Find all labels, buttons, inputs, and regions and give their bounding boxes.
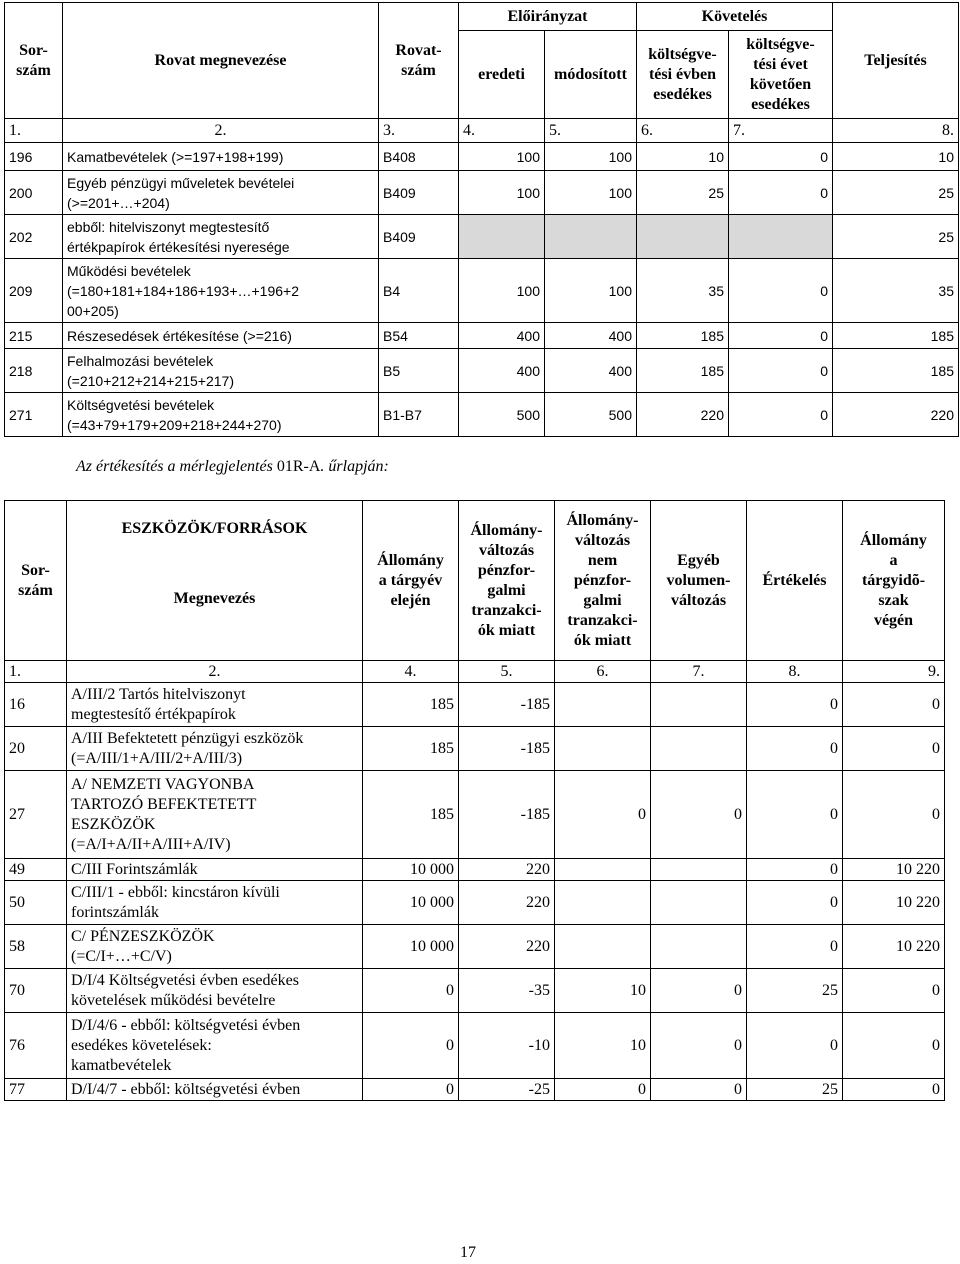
row-name: Felhalmozási bevételek (=210+212+214+215+217): [63, 349, 379, 393]
empty-cell: [545, 215, 637, 259]
value-egyeb: [651, 859, 747, 881]
empty-cell: [459, 215, 545, 259]
header-sorszam: Sor- szám: [5, 501, 67, 661]
row-name: Egyéb pénzügyi műveletek bevételei (>=201+…+204): [63, 171, 379, 215]
value-allomany-elejen: 0: [363, 1013, 459, 1079]
value-eredeti: 100: [459, 143, 545, 171]
value-allomany-elejen: 0: [363, 1079, 459, 1101]
value-eredeti: 400: [459, 323, 545, 349]
value-penzforgalmi: 220: [459, 925, 555, 969]
header-kolts-evet: költségve- tési évet követően esedékes: [729, 31, 833, 119]
value-teljesites: 220: [833, 393, 959, 437]
column-number-row: [5, 661, 945, 683]
value-nem-penzforgalmi: 10: [555, 969, 651, 1013]
value-nem-penzforgalmi: [555, 881, 651, 925]
table-row: [5, 1013, 945, 1079]
row-number: 202: [5, 215, 63, 259]
row-name: D/I/4/6 - ebből: költségvetési évben esedékes követelések: kamatbevételek: [67, 1013, 363, 1079]
header-eredeti: eredeti: [459, 31, 545, 119]
value-penzforgalmi: -185: [459, 771, 555, 859]
table-row: [5, 1079, 945, 1101]
row-number: 76: [5, 1013, 67, 1079]
value-egyeb: [651, 925, 747, 969]
row-number: 200: [5, 171, 63, 215]
header-megnevezes-cell: [67, 501, 363, 661]
row-code: B1-B7: [379, 393, 459, 437]
value-eredeti: 500: [459, 393, 545, 437]
value-nem-penzforgalmi: 0: [555, 1079, 651, 1101]
value-kolts-evet: 0: [729, 143, 833, 171]
value-kolts-evet: 0: [729, 349, 833, 393]
row-name: A/ NEMZETI VAGYONBA TARTOZÓ BEFEKTETETT ESZKÖZÖK (=A/I+A/II+A/III+A/IV): [67, 771, 363, 859]
value-allomany-elejen: 185: [363, 727, 459, 771]
row-code: B4: [379, 259, 459, 323]
value-allomany-vegen: 0: [843, 771, 945, 859]
table-row: [5, 393, 959, 437]
header-penzforgalmi: Állomány- változás pénzfor- galmi tranzakci- ók miatt: [459, 501, 555, 661]
colnum: 1.: [5, 661, 67, 683]
value-kolts-evben: 10: [637, 143, 729, 171]
header-allomany-elejen: Állomány a tárgyév elején: [363, 501, 459, 661]
value-penzforgalmi: -10: [459, 1013, 555, 1079]
header-rovat-megnevezese: Rovat megnevezése: [63, 3, 379, 119]
value-penzforgalmi: -25: [459, 1079, 555, 1101]
row-number: 218: [5, 349, 63, 393]
row-number: 271: [5, 393, 63, 437]
table-row: [5, 143, 959, 171]
value-allomany-vegen: 0: [843, 683, 945, 727]
value-allomany-vegen: 10 220: [843, 859, 945, 881]
row-code: B54: [379, 323, 459, 349]
row-number: 209: [5, 259, 63, 323]
value-ertekeles: 0: [747, 925, 843, 969]
row-name: C/ PÉNZESZKÖZÖK (=C/I+…+C/V): [67, 925, 363, 969]
row-number: 196: [5, 143, 63, 171]
row-number: 77: [5, 1079, 67, 1101]
row-name: Kamatbevételek (>=197+198+199): [63, 143, 379, 171]
asset-table: [4, 500, 945, 1101]
colnum: 9.: [843, 661, 945, 683]
header-megnevezes: Megnevezés: [173, 590, 256, 607]
row-code: B5: [379, 349, 459, 393]
value-allomany-elejen: 10 000: [363, 859, 459, 881]
note-code: 01R-A: [276, 458, 321, 475]
value-modositott: 400: [545, 349, 637, 393]
header-nem-penzforgalmi: Állomány- változás nem pénzfor- galmi tranzakci- ók miatt: [555, 501, 651, 661]
header-modositott: módosított: [545, 31, 637, 119]
value-allomany-elejen: 0: [363, 969, 459, 1013]
colnum: 8.: [747, 661, 843, 683]
value-kolts-evben: 185: [637, 323, 729, 349]
value-kolts-evet: 0: [729, 259, 833, 323]
note-text: [76, 458, 389, 476]
value-ertekeles: 0: [747, 859, 843, 881]
row-name: C/III/1 - ebből: kincstáron kívüli forintszámlák: [67, 881, 363, 925]
row-number: 70: [5, 969, 67, 1013]
header-rovatszam: Rovat- szám: [379, 3, 459, 119]
value-nem-penzforgalmi: [555, 727, 651, 771]
value-allomany-elejen: 10 000: [363, 925, 459, 969]
row-name: C/III Forintszámlák: [67, 859, 363, 881]
colnum: 7.: [651, 661, 747, 683]
row-number: 215: [5, 323, 63, 349]
value-modositott: 100: [545, 143, 637, 171]
value-modositott: 500: [545, 393, 637, 437]
value-teljesites: 35: [833, 259, 959, 323]
row-code: B408: [379, 143, 459, 171]
table-row: [5, 323, 959, 349]
header-ertekeles: Értékelés: [747, 501, 843, 661]
value-eredeti: 100: [459, 259, 545, 323]
table-row: [5, 771, 945, 859]
table-row: [5, 969, 945, 1013]
header-sorszam: Sor- szám: [5, 3, 63, 119]
colnum: 2.: [63, 119, 379, 143]
value-allomany-elejen: 10 000: [363, 881, 459, 925]
colnum: 5.: [545, 119, 637, 143]
value-allomany-vegen: 10 220: [843, 925, 945, 969]
column-number-row: [5, 119, 959, 143]
value-eredeti: 100: [459, 171, 545, 215]
header-teljesites: Teljesítés: [833, 3, 959, 119]
table-row: [5, 683, 945, 727]
colnum: 3.: [379, 119, 459, 143]
header-egyeb: Egyéb volumen- változás: [651, 501, 747, 661]
colnum: 1.: [5, 119, 63, 143]
value-kolts-evben: 35: [637, 259, 729, 323]
value-nem-penzforgalmi: 0: [555, 771, 651, 859]
value-kolts-evben: 220: [637, 393, 729, 437]
header-allomany-vegen: Állomány a tárgyidõ- szak végén: [843, 501, 945, 661]
row-number: 49: [5, 859, 67, 881]
value-kolts-evben: 185: [637, 349, 729, 393]
value-penzforgalmi: 220: [459, 881, 555, 925]
row-number: 50: [5, 881, 67, 925]
value-teljesites: 185: [833, 349, 959, 393]
value-egyeb: 0: [651, 1079, 747, 1101]
empty-cell: [637, 215, 729, 259]
revenue-table: [4, 2, 959, 437]
value-ertekeles: 25: [747, 1079, 843, 1101]
value-teljesites: 25: [833, 215, 959, 259]
table-row: [5, 859, 945, 881]
row-number: 16: [5, 683, 67, 727]
value-egyeb: [651, 881, 747, 925]
row-code: B409: [379, 215, 459, 259]
value-egyeb: [651, 727, 747, 771]
table-row: [5, 881, 945, 925]
header-eloiranyzat: Előirányzat: [459, 3, 637, 31]
value-ertekeles: 0: [747, 683, 843, 727]
value-allomany-vegen: 0: [843, 969, 945, 1013]
value-teljesites: 185: [833, 323, 959, 349]
value-penzforgalmi: -185: [459, 683, 555, 727]
row-number: 20: [5, 727, 67, 771]
value-penzforgalmi: -35: [459, 969, 555, 1013]
value-allomany-elejen: 185: [363, 771, 459, 859]
value-nem-penzforgalmi: [555, 925, 651, 969]
value-penzforgalmi: -185: [459, 727, 555, 771]
value-allomany-elejen: 185: [363, 683, 459, 727]
table-row: [5, 925, 945, 969]
page-number: 17: [460, 1244, 476, 1261]
row-name: Részesedések értékesítése (>=216): [63, 323, 379, 349]
value-egyeb: [651, 683, 747, 727]
value-ertekeles: 0: [747, 881, 843, 925]
value-allomany-vegen: 0: [843, 1079, 945, 1101]
value-kolts-evet: 0: [729, 323, 833, 349]
value-allomany-vegen: 0: [843, 727, 945, 771]
empty-cell: [729, 215, 833, 259]
value-nem-penzforgalmi: 10: [555, 1013, 651, 1079]
header-kolts-evben: költségve- tési évben esedékes: [637, 31, 729, 119]
value-ertekeles: 0: [747, 727, 843, 771]
value-modositott: 100: [545, 171, 637, 215]
value-egyeb: 0: [651, 969, 747, 1013]
row-name: ebből: hitelviszonyt megtestesítő értékpapírok értékesítési nyeresége: [63, 215, 379, 259]
table-row: [5, 349, 959, 393]
value-penzforgalmi: 220: [459, 859, 555, 881]
table-row: [5, 259, 959, 323]
row-name: Működési bevételek (=180+181+184+186+193+…+196+2 00+205): [63, 259, 379, 323]
header-koveteles: Követelés: [637, 3, 833, 31]
value-nem-penzforgalmi: [555, 683, 651, 727]
row-name: D/I/4 Költségvetési évben esedékes követelések működési bevételre: [67, 969, 363, 1013]
value-kolts-evet: 0: [729, 171, 833, 215]
value-modositott: 400: [545, 323, 637, 349]
colnum: 4.: [363, 661, 459, 683]
value-allomany-vegen: 10 220: [843, 881, 945, 925]
row-number: 27: [5, 771, 67, 859]
value-teljesites: 10: [833, 143, 959, 171]
value-ertekeles: 0: [747, 1013, 843, 1079]
value-egyeb: 0: [651, 1013, 747, 1079]
value-allomany-vegen: 0: [843, 1013, 945, 1079]
colnum: 7.: [729, 119, 833, 143]
table-row: [5, 727, 945, 771]
value-eredeti: 400: [459, 349, 545, 393]
row-number: 58: [5, 925, 67, 969]
colnum: 4.: [459, 119, 545, 143]
note-lead: Az értékesítés a mérlegjelentés: [76, 458, 277, 475]
row-code: B409: [379, 171, 459, 215]
table-row: [5, 171, 959, 215]
colnum: 2.: [67, 661, 363, 683]
value-teljesites: 25: [833, 171, 959, 215]
value-egyeb: 0: [651, 771, 747, 859]
table-row: [5, 215, 959, 259]
value-ertekeles: 0: [747, 771, 843, 859]
row-name: A/III Befektetett pénzügyi eszközök (=A/III/1+A/III/2+A/III/3): [67, 727, 363, 771]
value-kolts-evben: 25: [637, 171, 729, 215]
colnum: 8.: [833, 119, 959, 143]
header-eszkozok: ESZKÖZÖK/FORRÁSOK: [121, 520, 308, 537]
row-name: A/III/2 Tartós hitelviszonyt megtestesítő értékpapírok: [67, 683, 363, 727]
value-modositott: 100: [545, 259, 637, 323]
colnum: 6.: [555, 661, 651, 683]
row-name: Költségvetési bevételek (=43+79+179+209+218+244+270): [63, 393, 379, 437]
row-name: D/I/4/7 - ebből: költségvetési évben: [67, 1079, 363, 1101]
note-tail: . űrlapján:: [320, 458, 389, 475]
value-kolts-evet: 0: [729, 393, 833, 437]
value-ertekeles: 25: [747, 969, 843, 1013]
value-nem-penzforgalmi: [555, 859, 651, 881]
colnum: 5.: [459, 661, 555, 683]
colnum: 6.: [637, 119, 729, 143]
